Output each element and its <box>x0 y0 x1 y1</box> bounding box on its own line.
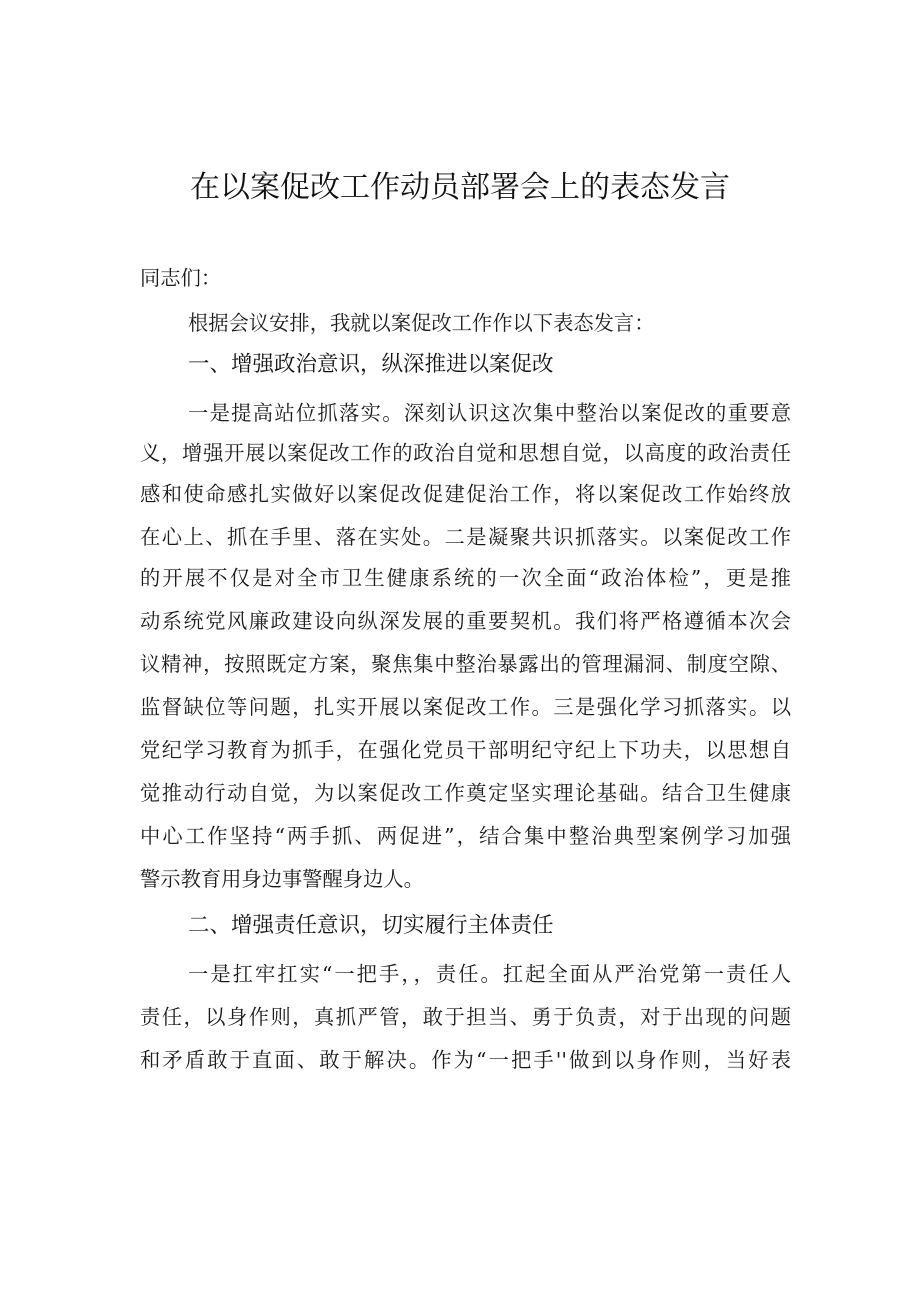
section-1-line: 的开展不仅是对全市卫生健康系统的一次全面“政治体检”，更是推 <box>140 566 791 590</box>
section-1-line: 在心上、抓在手里、落在实处。二是凝聚共识抓落实。以案促改工作 <box>140 525 791 549</box>
section-1-line: 一是提高站位抓落实。深刻认识这次集中整治以案促改的重要意 <box>188 401 791 425</box>
section-1-line: 警示教育用身边事警醒身边人。 <box>140 867 424 891</box>
document-title: 在以案促改工作动员部署会上的表态发言 <box>190 170 730 205</box>
section-1-line: 党纪学习教育为抓手，在强化党员干部明纪守纪上下功夫，以思想自 <box>140 738 791 762</box>
section-2-line: 责任，以身作则，真抓严管，敢于担当、勇于负责，对于出现的问题 <box>140 1005 791 1029</box>
section-1-line: 感和使命感扎实做好以案促改促建促治工作，将以案促改工作始终放 <box>140 482 791 506</box>
salutation: 同志们： <box>140 266 222 290</box>
section-1-line: 议精神，按照既定方案，聚焦集中整治暴露出的管理漏洞、制度空隙、 <box>140 652 791 676</box>
section-1-line: 义，增强开展以案促改工作的政治自觉和思想自觉，以高度的政治责任 <box>140 441 791 465</box>
section-2-heading: 二、增强责任意识，切实履行主体责任 <box>188 913 554 938</box>
section-2-line: 和矛盾敢于直面、敢于解决。作为“一把手''做到以身作则，当好表 <box>140 1048 791 1072</box>
section-1-line: 监督缺位等问题，扎实开展以案促改工作。三是强化学习抓落实。以 <box>140 695 791 719</box>
section-1-line: 动系统党风廉政建设向纵深发展的重要契机。我们将严格遵循本次会 <box>140 609 791 633</box>
section-1-line: 中心工作坚持“两手抓、两促进”，结合集中整治典型案例学习加强 <box>140 824 791 848</box>
section-1-heading: 一、增强政治意识，纵深推进以案促改 <box>188 352 554 377</box>
intro-paragraph: 根据会议安排，我就以案促改工作作以下表态发言： <box>188 311 655 335</box>
section-1-line: 觉推动行动自觉，为以案促改工作奠定坚实理论基础。结合卫生健康 <box>140 781 791 805</box>
section-2-line: 一是扛牢扛实“一把手，，责任。扛起全面从严治党第一责任人 <box>188 962 791 986</box>
